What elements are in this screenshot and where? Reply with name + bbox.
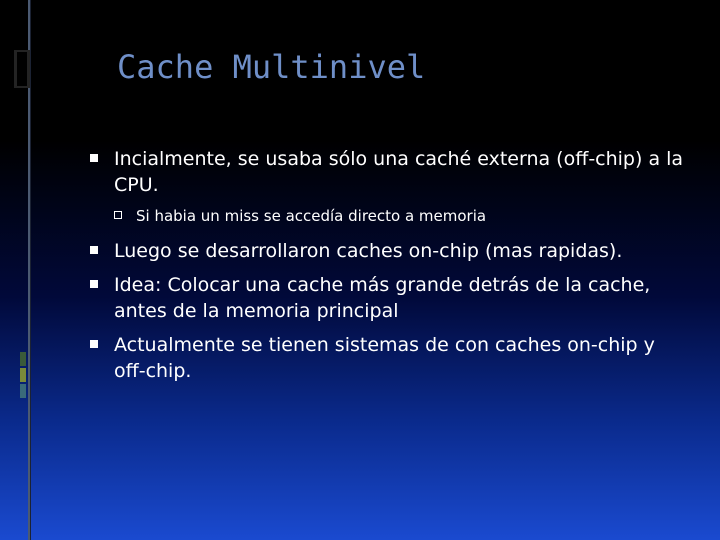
sub-bullet-text: Si habia un miss se accedía directo a memoria bbox=[136, 207, 487, 225]
bullet-text: Idea: Colocar una cache más grande detrás de la cache, antes de la memoria principal bbox=[114, 274, 651, 322]
decorative-square-inner bbox=[17, 52, 27, 86]
bullet-item bbox=[90, 238, 690, 264]
decorative-bar bbox=[20, 352, 26, 366]
bullet-text: Actualmente se tienen sistemas de con caches on-chip y off-chip. bbox=[114, 334, 655, 382]
sub-bullet-item bbox=[114, 206, 690, 226]
bullet-text: Luego se desarrollaron caches on-chip (mas rapidas). bbox=[114, 240, 623, 262]
decorative-bar bbox=[20, 384, 26, 398]
square-bullet-icon bbox=[90, 340, 98, 348]
bullet-item bbox=[90, 146, 690, 198]
bullet-item bbox=[90, 272, 690, 324]
square-bullet-icon bbox=[90, 154, 98, 162]
decorative-bar bbox=[20, 368, 26, 382]
bullet-list bbox=[90, 146, 690, 384]
hollow-square-bullet-icon bbox=[114, 211, 122, 219]
left-accent-line-shadow bbox=[30, 0, 31, 540]
square-bullet-icon bbox=[90, 246, 98, 254]
bullet-item bbox=[90, 332, 690, 384]
square-bullet-icon bbox=[90, 280, 98, 288]
slide-title: Cache Multinivel bbox=[117, 48, 426, 86]
bullet-text: Incialmente, se usaba sólo una caché externa (off-chip) a la CPU. bbox=[114, 148, 684, 196]
